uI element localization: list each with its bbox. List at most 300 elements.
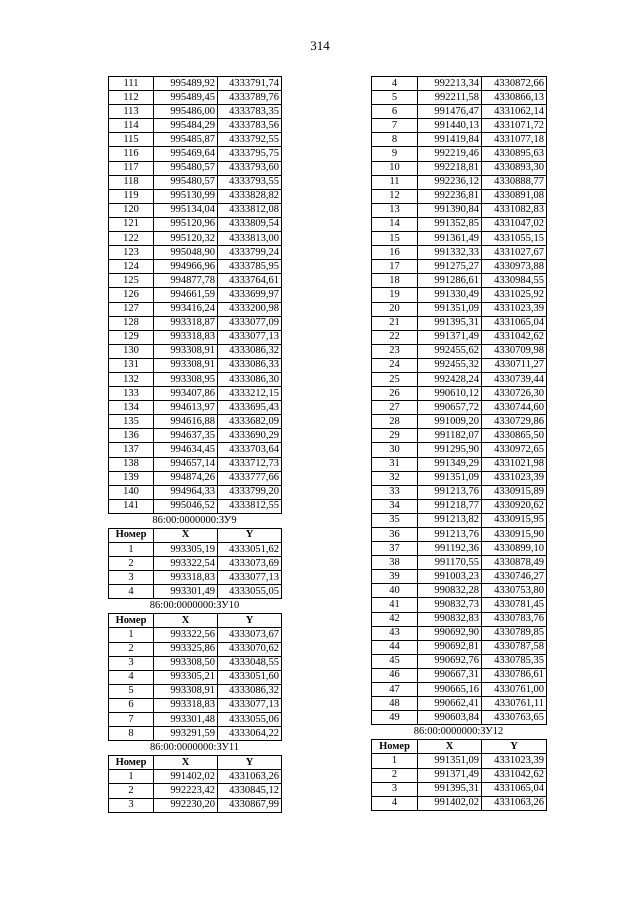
parcel-caption: 86:00:0000000:ЗУ9 bbox=[152, 514, 237, 526]
header-x: X bbox=[154, 614, 218, 628]
point-number: 118 bbox=[109, 175, 154, 189]
x-coordinate: 991361,49 bbox=[418, 232, 482, 246]
table-row bbox=[109, 358, 282, 372]
table-row bbox=[109, 727, 282, 741]
x-coordinate: 993318,83 bbox=[154, 571, 218, 585]
point-number: 5 bbox=[372, 91, 418, 105]
y-coordinate: 4330899,10 bbox=[482, 542, 547, 556]
table-row bbox=[109, 302, 282, 316]
table-row bbox=[372, 711, 547, 725]
table-row bbox=[109, 557, 282, 571]
table-row bbox=[109, 543, 282, 557]
table-row bbox=[372, 457, 547, 471]
point-number: 19 bbox=[372, 288, 418, 302]
table-row bbox=[372, 189, 547, 203]
y-coordinate: 4330973,88 bbox=[482, 260, 547, 274]
y-coordinate: 4333086,32 bbox=[218, 344, 282, 358]
point-number: 33 bbox=[372, 485, 418, 499]
x-coordinate: 993318,87 bbox=[154, 316, 218, 330]
point-number: 116 bbox=[109, 147, 154, 161]
left-column bbox=[108, 76, 281, 813]
point-number: 36 bbox=[372, 528, 418, 542]
y-coordinate: 4330915,90 bbox=[482, 528, 547, 542]
x-coordinate: 990665,16 bbox=[418, 683, 482, 697]
y-coordinate: 4333812,55 bbox=[218, 499, 282, 513]
point-number: 13 bbox=[372, 203, 418, 217]
coordinates-table bbox=[108, 755, 282, 812]
y-coordinate: 4333764,61 bbox=[218, 274, 282, 288]
table-header-row bbox=[109, 614, 282, 628]
y-coordinate: 4330920,62 bbox=[482, 499, 547, 513]
table-row bbox=[109, 119, 282, 133]
x-coordinate: 991170,55 bbox=[418, 556, 482, 570]
table-row bbox=[372, 260, 547, 274]
y-coordinate: 4331077,18 bbox=[482, 133, 547, 147]
x-coordinate: 993322,54 bbox=[154, 557, 218, 571]
point-number: 134 bbox=[109, 401, 154, 415]
table-row bbox=[372, 654, 547, 668]
point-number: 18 bbox=[372, 274, 418, 288]
y-coordinate: 4330746,27 bbox=[482, 570, 547, 584]
x-coordinate: 991371,49 bbox=[418, 330, 482, 344]
x-coordinate: 994966,96 bbox=[154, 260, 218, 274]
x-coordinate: 990692,90 bbox=[418, 626, 482, 640]
point-number: 5 bbox=[109, 684, 154, 698]
point-number: 37 bbox=[372, 542, 418, 556]
table-row bbox=[109, 147, 282, 161]
point-number: 114 bbox=[109, 119, 154, 133]
point-number: 113 bbox=[109, 105, 154, 119]
point-number: 2 bbox=[109, 642, 154, 656]
header-number: Номер bbox=[109, 614, 154, 628]
point-number: 128 bbox=[109, 316, 154, 330]
table-row bbox=[372, 288, 547, 302]
y-coordinate: 4333200,98 bbox=[218, 302, 282, 316]
table-row bbox=[109, 628, 282, 642]
y-coordinate: 4330783,76 bbox=[482, 612, 547, 626]
point-number: 119 bbox=[109, 189, 154, 203]
x-coordinate: 994613,97 bbox=[154, 401, 218, 415]
x-coordinate: 990662,41 bbox=[418, 697, 482, 711]
x-coordinate: 992211,58 bbox=[418, 91, 482, 105]
point-number: 17 bbox=[372, 260, 418, 274]
table-row bbox=[372, 556, 547, 570]
table-row bbox=[109, 585, 282, 599]
x-coordinate: 993407,86 bbox=[154, 387, 218, 401]
point-number: 138 bbox=[109, 457, 154, 471]
table-header-row bbox=[109, 528, 282, 542]
x-coordinate: 993308,50 bbox=[154, 656, 218, 670]
table-row bbox=[372, 513, 547, 527]
table-row bbox=[109, 260, 282, 274]
parcel-caption: 86:00:0000000:ЗУ12 bbox=[413, 726, 504, 738]
x-coordinate: 991395,31 bbox=[418, 782, 482, 796]
table-row bbox=[372, 316, 547, 330]
point-number: 4 bbox=[109, 670, 154, 684]
point-number: 8 bbox=[109, 727, 154, 741]
point-number: 26 bbox=[372, 387, 418, 401]
point-number: 1 bbox=[109, 543, 154, 557]
x-coordinate: 991218,77 bbox=[418, 499, 482, 513]
table-row bbox=[109, 443, 282, 457]
header-y: Y bbox=[218, 528, 282, 542]
table-header-row bbox=[372, 740, 547, 754]
table-header-row bbox=[109, 756, 282, 770]
point-number: 24 bbox=[372, 358, 418, 372]
point-number: 115 bbox=[109, 133, 154, 147]
x-coordinate: 995469,64 bbox=[154, 147, 218, 161]
table-row bbox=[372, 175, 547, 189]
x-coordinate: 991192,36 bbox=[418, 542, 482, 556]
table-row bbox=[372, 203, 547, 217]
right-column bbox=[371, 76, 546, 811]
y-coordinate: 4333086,33 bbox=[218, 358, 282, 372]
x-coordinate: 995489,92 bbox=[154, 77, 218, 91]
point-number: 3 bbox=[109, 571, 154, 585]
table-row bbox=[109, 274, 282, 288]
x-coordinate: 991213,76 bbox=[418, 528, 482, 542]
table-row bbox=[109, 330, 282, 344]
y-coordinate: 4331063,26 bbox=[482, 796, 547, 810]
y-coordinate: 4331021,98 bbox=[482, 457, 547, 471]
table-row bbox=[372, 570, 547, 584]
point-number: 3 bbox=[109, 656, 154, 670]
table-row bbox=[109, 288, 282, 302]
x-coordinate: 991213,82 bbox=[418, 513, 482, 527]
y-coordinate: 4333077,13 bbox=[218, 571, 282, 585]
table-row bbox=[372, 401, 547, 415]
point-number: 3 bbox=[109, 798, 154, 812]
point-number: 16 bbox=[372, 246, 418, 260]
x-coordinate: 994874,26 bbox=[154, 471, 218, 485]
table-row bbox=[372, 683, 547, 697]
y-coordinate: 4330786,61 bbox=[482, 668, 547, 682]
table-row bbox=[109, 415, 282, 429]
table-row bbox=[372, 105, 547, 119]
table-row bbox=[109, 91, 282, 105]
point-number: 7 bbox=[109, 713, 154, 727]
point-number: 9 bbox=[372, 147, 418, 161]
x-coordinate: 991351,09 bbox=[418, 302, 482, 316]
y-coordinate: 4333789,76 bbox=[218, 91, 282, 105]
y-coordinate: 4333795,75 bbox=[218, 147, 282, 161]
x-coordinate: 994634,45 bbox=[154, 443, 218, 457]
point-number: 42 bbox=[372, 612, 418, 626]
y-coordinate: 4330872,66 bbox=[482, 77, 547, 91]
point-number: 35 bbox=[372, 513, 418, 527]
y-coordinate: 4330763,65 bbox=[482, 711, 547, 725]
y-coordinate: 4330915,89 bbox=[482, 485, 547, 499]
y-coordinate: 4330895,63 bbox=[482, 147, 547, 161]
x-coordinate: 995489,45 bbox=[154, 91, 218, 105]
table-row bbox=[109, 429, 282, 443]
table-row bbox=[372, 598, 547, 612]
x-coordinate: 993301,48 bbox=[154, 713, 218, 727]
x-coordinate: 991351,09 bbox=[418, 471, 482, 485]
table-row bbox=[109, 656, 282, 670]
x-coordinate: 990603,84 bbox=[418, 711, 482, 725]
header-y: Y bbox=[218, 756, 282, 770]
y-coordinate: 4333048,55 bbox=[218, 656, 282, 670]
y-coordinate: 4331065,04 bbox=[482, 316, 547, 330]
point-number: 27 bbox=[372, 401, 418, 415]
y-coordinate: 4331082,83 bbox=[482, 203, 547, 217]
point-number: 28 bbox=[372, 415, 418, 429]
point-number: 8 bbox=[372, 133, 418, 147]
y-coordinate: 4330867,99 bbox=[218, 798, 282, 812]
x-coordinate: 992455,62 bbox=[418, 344, 482, 358]
x-coordinate: 995120,96 bbox=[154, 217, 218, 231]
header-y: Y bbox=[482, 740, 547, 754]
x-coordinate: 993308,91 bbox=[154, 358, 218, 372]
x-coordinate: 990832,73 bbox=[418, 598, 482, 612]
table-row bbox=[109, 175, 282, 189]
point-number: 136 bbox=[109, 429, 154, 443]
x-coordinate: 995046,52 bbox=[154, 499, 218, 513]
point-number: 120 bbox=[109, 203, 154, 217]
table-row bbox=[372, 640, 547, 654]
x-coordinate: 995485,87 bbox=[154, 133, 218, 147]
y-coordinate: 4333777,66 bbox=[218, 471, 282, 485]
y-coordinate: 4330893,30 bbox=[482, 161, 547, 175]
table-row bbox=[109, 203, 282, 217]
table-row bbox=[372, 133, 547, 147]
y-coordinate: 4333086,32 bbox=[218, 684, 282, 698]
y-coordinate: 4333712,73 bbox=[218, 457, 282, 471]
y-coordinate: 4330726,30 bbox=[482, 387, 547, 401]
x-coordinate: 990832,83 bbox=[418, 612, 482, 626]
point-number: 23 bbox=[372, 344, 418, 358]
table-row bbox=[109, 457, 282, 471]
point-number: 4 bbox=[372, 77, 418, 91]
x-coordinate: 991009,20 bbox=[418, 415, 482, 429]
point-number: 124 bbox=[109, 260, 154, 274]
x-coordinate: 991476,47 bbox=[418, 105, 482, 119]
parcel-caption: 86:00:0000000:ЗУ10 bbox=[149, 600, 240, 612]
y-coordinate: 4331071,72 bbox=[482, 119, 547, 133]
x-coordinate: 994657,14 bbox=[154, 457, 218, 471]
y-coordinate: 4333793,55 bbox=[218, 175, 282, 189]
table-row bbox=[109, 798, 282, 812]
y-coordinate: 4333812,08 bbox=[218, 203, 282, 217]
y-coordinate: 4330891,08 bbox=[482, 189, 547, 203]
y-coordinate: 4333073,69 bbox=[218, 557, 282, 571]
table-row bbox=[372, 612, 547, 626]
coordinates-table bbox=[371, 76, 547, 725]
table-row bbox=[372, 274, 547, 288]
y-coordinate: 4331042,62 bbox=[482, 330, 547, 344]
y-coordinate: 4333077,13 bbox=[218, 698, 282, 712]
x-coordinate: 992428,24 bbox=[418, 372, 482, 386]
table-row bbox=[372, 471, 547, 485]
y-coordinate: 4333792,55 bbox=[218, 133, 282, 147]
y-coordinate: 4331027,67 bbox=[482, 246, 547, 260]
table-row bbox=[109, 77, 282, 91]
point-number: 135 bbox=[109, 415, 154, 429]
point-number: 6 bbox=[109, 698, 154, 712]
y-coordinate: 4333682,09 bbox=[218, 415, 282, 429]
y-coordinate: 4333828,82 bbox=[218, 189, 282, 203]
table-row bbox=[109, 401, 282, 415]
point-number: 6 bbox=[372, 105, 418, 119]
y-coordinate: 4331055,15 bbox=[482, 232, 547, 246]
x-coordinate: 991419,84 bbox=[418, 133, 482, 147]
point-number: 30 bbox=[372, 443, 418, 457]
x-coordinate: 991395,31 bbox=[418, 316, 482, 330]
table-row bbox=[109, 232, 282, 246]
point-number: 22 bbox=[372, 330, 418, 344]
table-row bbox=[372, 217, 547, 231]
table-row bbox=[109, 387, 282, 401]
point-number: 47 bbox=[372, 683, 418, 697]
table-row bbox=[372, 429, 547, 443]
point-number: 20 bbox=[372, 302, 418, 316]
coordinates-table bbox=[371, 739, 547, 810]
y-coordinate: 4330744,60 bbox=[482, 401, 547, 415]
point-number: 122 bbox=[109, 232, 154, 246]
table-row bbox=[372, 626, 547, 640]
y-coordinate: 4333070,62 bbox=[218, 642, 282, 656]
y-coordinate: 4333783,35 bbox=[218, 105, 282, 119]
table-row bbox=[372, 91, 547, 105]
point-number: 34 bbox=[372, 499, 418, 513]
x-coordinate: 993305,19 bbox=[154, 543, 218, 557]
y-coordinate: 4330866,13 bbox=[482, 91, 547, 105]
point-number: 141 bbox=[109, 499, 154, 513]
x-coordinate: 990657,72 bbox=[418, 401, 482, 415]
x-coordinate: 993416,24 bbox=[154, 302, 218, 316]
y-coordinate: 4333086,30 bbox=[218, 372, 282, 386]
x-coordinate: 993318,83 bbox=[154, 330, 218, 344]
y-coordinate: 4330709,98 bbox=[482, 344, 547, 358]
header-number: Номер bbox=[372, 740, 418, 754]
point-number: 129 bbox=[109, 330, 154, 344]
x-coordinate: 990692,81 bbox=[418, 640, 482, 654]
x-coordinate: 991351,09 bbox=[418, 754, 482, 768]
table-row bbox=[109, 217, 282, 231]
x-coordinate: 992218,81 bbox=[418, 161, 482, 175]
y-coordinate: 4333799,20 bbox=[218, 485, 282, 499]
x-coordinate: 993308,95 bbox=[154, 372, 218, 386]
x-coordinate: 994616,88 bbox=[154, 415, 218, 429]
y-coordinate: 4330845,12 bbox=[218, 784, 282, 798]
point-number: 41 bbox=[372, 598, 418, 612]
y-coordinate: 4333791,74 bbox=[218, 77, 282, 91]
point-number: 10 bbox=[372, 161, 418, 175]
point-number: 131 bbox=[109, 358, 154, 372]
point-number: 39 bbox=[372, 570, 418, 584]
point-number: 2 bbox=[372, 768, 418, 782]
table-row bbox=[372, 485, 547, 499]
point-number: 117 bbox=[109, 161, 154, 175]
y-coordinate: 4333785,95 bbox=[218, 260, 282, 274]
x-coordinate: 992236,12 bbox=[418, 175, 482, 189]
table-row bbox=[372, 796, 547, 810]
point-number: 32 bbox=[372, 471, 418, 485]
table-row bbox=[372, 358, 547, 372]
y-coordinate: 4330888,77 bbox=[482, 175, 547, 189]
table-row bbox=[372, 584, 547, 598]
y-coordinate: 4330984,55 bbox=[482, 274, 547, 288]
y-coordinate: 4330878,49 bbox=[482, 556, 547, 570]
header-x: X bbox=[154, 756, 218, 770]
table-row bbox=[372, 246, 547, 260]
x-coordinate: 992219,46 bbox=[418, 147, 482, 161]
point-number: 125 bbox=[109, 274, 154, 288]
point-number: 139 bbox=[109, 471, 154, 485]
table-row bbox=[372, 302, 547, 316]
point-number: 25 bbox=[372, 372, 418, 386]
x-coordinate: 991213,76 bbox=[418, 485, 482, 499]
y-coordinate: 4330785,35 bbox=[482, 654, 547, 668]
point-number: 12 bbox=[372, 189, 418, 203]
point-number: 45 bbox=[372, 654, 418, 668]
point-number: 21 bbox=[372, 316, 418, 330]
table-row bbox=[372, 387, 547, 401]
x-coordinate: 993308,91 bbox=[154, 684, 218, 698]
x-coordinate: 995480,57 bbox=[154, 161, 218, 175]
point-number: 1 bbox=[109, 770, 154, 784]
table-row bbox=[109, 471, 282, 485]
point-number: 7 bbox=[372, 119, 418, 133]
x-coordinate: 991182,07 bbox=[418, 429, 482, 443]
header-x: X bbox=[154, 528, 218, 542]
x-coordinate: 993318,83 bbox=[154, 698, 218, 712]
y-coordinate: 4331025,92 bbox=[482, 288, 547, 302]
point-number: 4 bbox=[109, 585, 154, 599]
y-coordinate: 4333212,15 bbox=[218, 387, 282, 401]
y-coordinate: 4333703,64 bbox=[218, 443, 282, 457]
y-coordinate: 4333690,29 bbox=[218, 429, 282, 443]
table-row bbox=[109, 784, 282, 798]
table-row bbox=[372, 232, 547, 246]
table-row bbox=[372, 668, 547, 682]
x-coordinate: 994661,59 bbox=[154, 288, 218, 302]
point-number: 111 bbox=[109, 77, 154, 91]
point-number: 123 bbox=[109, 246, 154, 260]
point-number: 49 bbox=[372, 711, 418, 725]
x-coordinate: 992236,81 bbox=[418, 189, 482, 203]
table-row bbox=[109, 684, 282, 698]
y-coordinate: 4331047,02 bbox=[482, 217, 547, 231]
table-row bbox=[372, 528, 547, 542]
y-coordinate: 4330789,85 bbox=[482, 626, 547, 640]
y-coordinate: 4333799,24 bbox=[218, 246, 282, 260]
x-coordinate: 991352,85 bbox=[418, 217, 482, 231]
table-row bbox=[109, 670, 282, 684]
point-number: 2 bbox=[109, 557, 154, 571]
y-coordinate: 4330972,65 bbox=[482, 443, 547, 457]
table-row bbox=[372, 330, 547, 344]
x-coordinate: 993291,59 bbox=[154, 727, 218, 741]
x-coordinate: 990692,76 bbox=[418, 654, 482, 668]
table-row bbox=[109, 105, 282, 119]
point-number: 4 bbox=[372, 796, 418, 810]
point-number: 38 bbox=[372, 556, 418, 570]
y-coordinate: 4333809,54 bbox=[218, 217, 282, 231]
y-coordinate: 4331023,39 bbox=[482, 754, 547, 768]
point-number: 112 bbox=[109, 91, 154, 105]
point-number: 11 bbox=[372, 175, 418, 189]
header-number: Номер bbox=[109, 528, 154, 542]
page-number: 314 bbox=[310, 38, 330, 53]
table-row bbox=[372, 147, 547, 161]
point-number: 1 bbox=[372, 754, 418, 768]
x-coordinate: 991286,61 bbox=[418, 274, 482, 288]
x-coordinate: 991390,84 bbox=[418, 203, 482, 217]
point-number: 137 bbox=[109, 443, 154, 457]
table-row bbox=[109, 344, 282, 358]
